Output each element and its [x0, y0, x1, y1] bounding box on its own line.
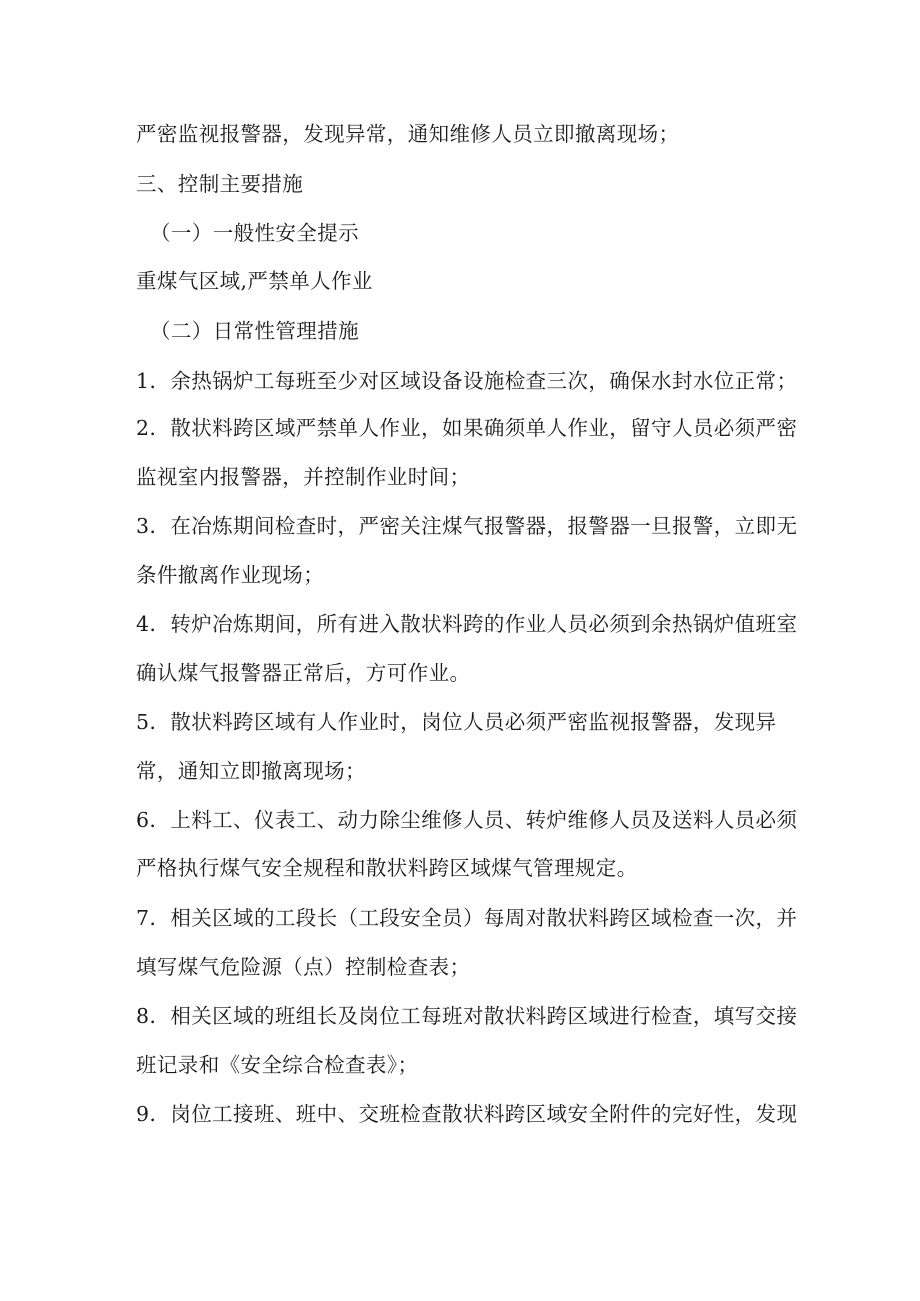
paragraph-line: 重煤气区域,严禁单人作业: [136, 269, 373, 293]
paragraph-line: 严密监视报警器，发现异常，通知维修人员立即撤离现场；: [136, 122, 680, 146]
list-item: 7．相关区域的工段长（工段安全员）每周对散状料跨区域检查一次，并: [136, 906, 798, 930]
list-item-continuation: 条件撤离作业现场；: [136, 563, 325, 587]
section-heading: 三、控制主要措施: [136, 172, 304, 196]
list-item-continuation: 严格执行煤气安全规程和散状料跨区域煤气管理规定。: [136, 856, 638, 880]
list-item-continuation: 常，通知立即撤离现场；: [136, 759, 366, 783]
list-item: 2．散状料跨区域严禁单人作业，如果确须单人作业，留守人员必须严密: [136, 416, 798, 440]
list-item: 9．岗位工接班、班中、交班检查散状料跨区域安全附件的完好性，发现: [136, 1102, 798, 1126]
list-item-continuation: 班记录和《安全综合检查表》；: [136, 1053, 419, 1077]
list-item-continuation: 确认煤气报警器正常后，方可作业。: [136, 661, 471, 685]
list-item: 6．上料工、仪表工、动力除尘维修人员、转炉维修人员及送料人员必须: [136, 808, 798, 832]
list-item-continuation: 填写煤气危险源（点）控制检查表；: [136, 955, 471, 979]
subsection-heading: （二）日常性管理措施: [150, 319, 359, 343]
list-item: 4．转炉冶炼期间，所有进入散状料跨的作业人员必须到余热锅炉值班室: [136, 612, 798, 636]
subsection-heading: （一）一般性安全提示: [150, 221, 359, 245]
list-item: 3．在冶炼期间检查时，严密关注煤气报警器，报警器一旦报警，立即无: [136, 514, 798, 538]
list-item: 1．余热锅炉工每班至少对区域设备设施检查三次，确保水封水位正常；: [136, 369, 798, 393]
list-item-continuation: 监视室内报警器，并控制作业时间；: [136, 465, 471, 489]
list-item: 8．相关区域的班组长及岗位工每班对散状料跨区域进行检查，填写交接: [136, 1004, 798, 1028]
list-item: 5．散状料跨区域有人作业时，岗位人员必须严密监视报警器，发现异: [136, 710, 777, 734]
